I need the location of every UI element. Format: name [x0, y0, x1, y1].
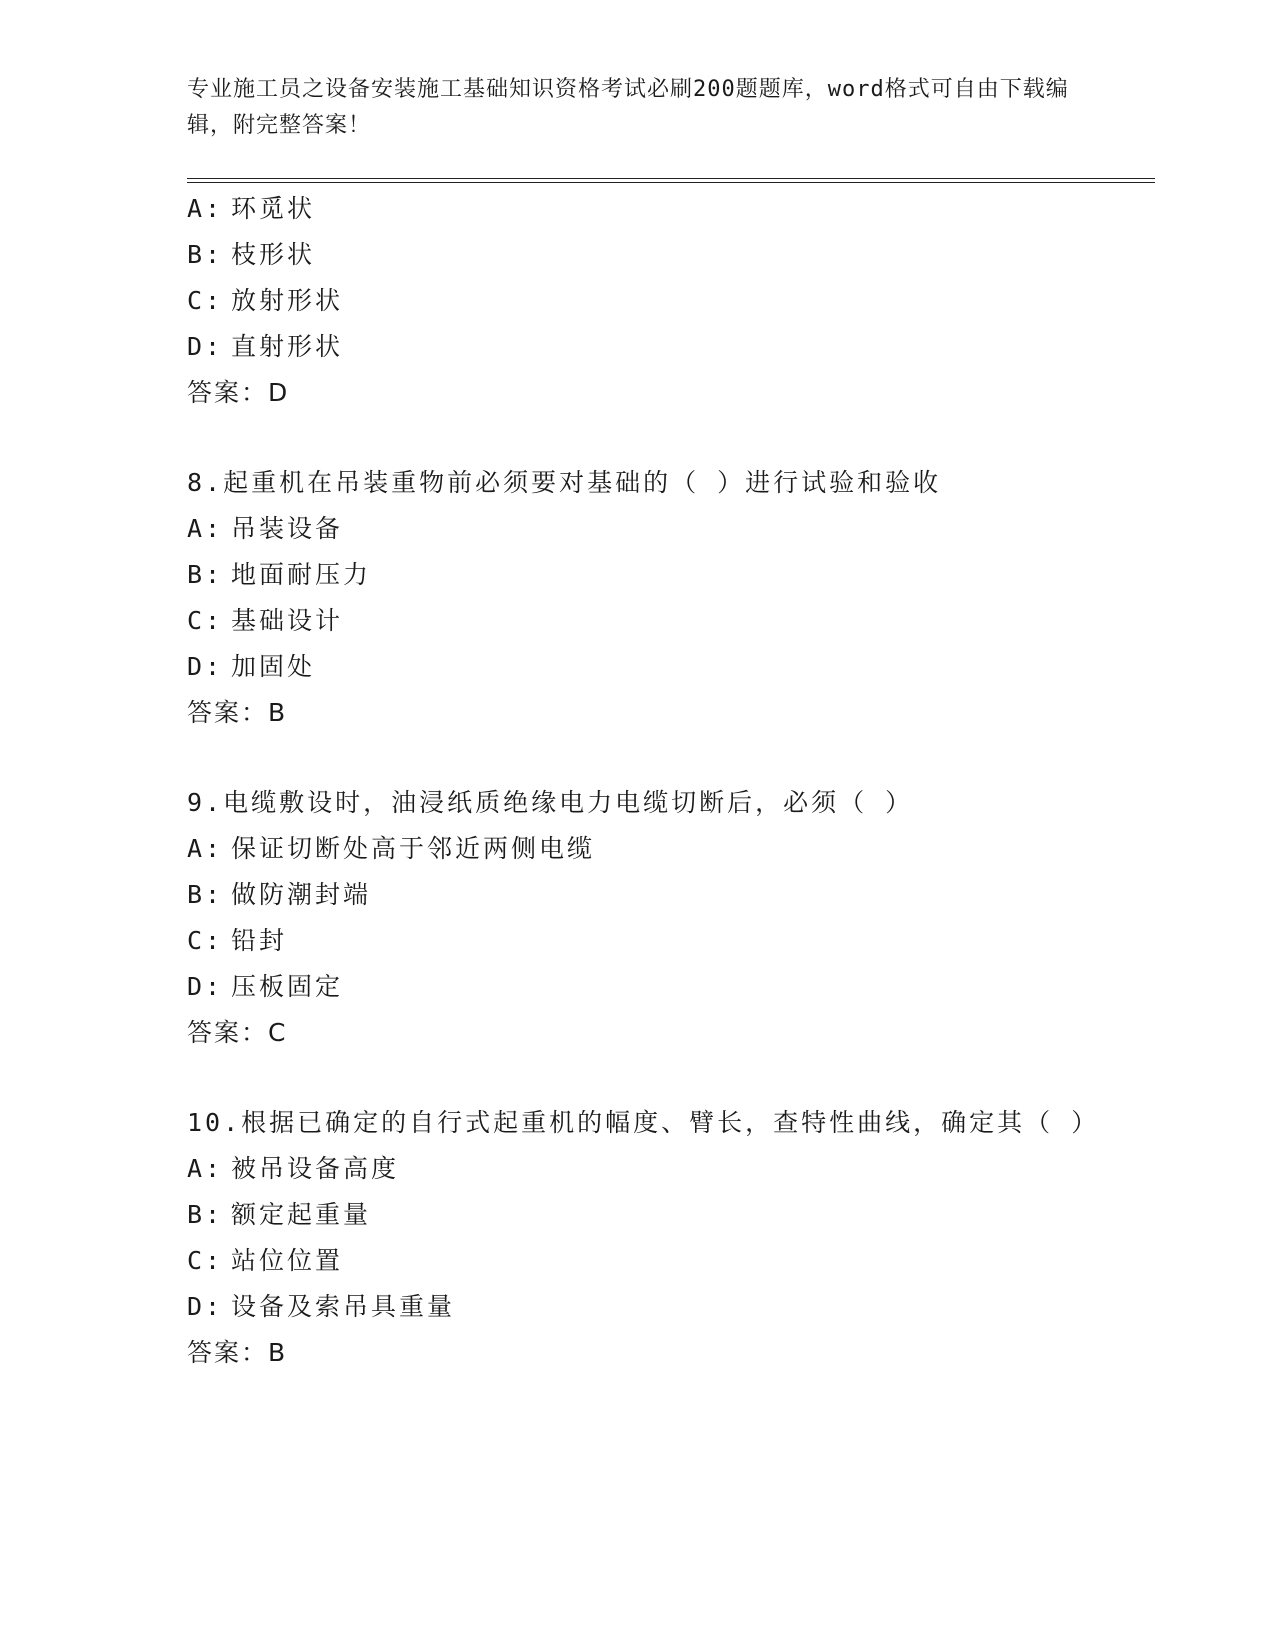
question-9 — [187, 780, 1087, 1056]
question-stem: 10.根据已确定的自行式起重机的幅度、臂长，查特性曲线，确定其（ ） — [187, 1108, 1100, 1137]
document-header: 专业施工员之设备安装施工基础知识资格考试必刷200题题库，word格式可自由下载编辑，附完整答案！ — [187, 77, 1069, 138]
option-b: B: 枝形状 — [187, 240, 316, 269]
option-c: C: 站位位置 — [187, 1246, 344, 1275]
option-a: A: 保证切断处高于邻近两侧电缆 — [187, 834, 596, 863]
question-10 — [187, 1100, 1100, 1376]
header-divider — [187, 178, 1155, 183]
question-list — [187, 186, 1100, 1376]
question-fragment — [187, 186, 1087, 416]
option-a: A: 环觅状 — [187, 194, 316, 223]
option-b: B: 做防潮封端 — [187, 880, 372, 909]
option-c: C: 铅封 — [187, 926, 288, 955]
answer-line: 答案：D — [187, 378, 290, 407]
question-stem: 9.电缆敷设时，油浸纸质绝缘电力电缆切断后，必须（ ） — [187, 788, 914, 817]
option-a: A: 被吊设备高度 — [187, 1154, 400, 1183]
option-d: D: 加固处 — [187, 652, 316, 681]
option-c: C: 基础设计 — [187, 606, 344, 635]
option-d: D: 直射形状 — [187, 332, 344, 361]
answer-line: 答案：B — [187, 1338, 288, 1367]
question-stem: 8.起重机在吊装重物前必须要对基础的（ ）进行试验和验收 — [187, 468, 942, 497]
option-c: C: 放射形状 — [187, 286, 344, 315]
answer-line: 答案：C — [187, 1018, 288, 1047]
option-a: A: 吊装设备 — [187, 514, 344, 543]
answer-line: 答案：B — [187, 698, 288, 727]
option-b: B: 地面耐压力 — [187, 560, 372, 589]
option-d: D: 设备及索吊具重量 — [187, 1292, 456, 1321]
option-d: D: 压板固定 — [187, 972, 344, 1001]
question-8 — [187, 460, 1087, 736]
option-b: B: 额定起重量 — [187, 1200, 372, 1229]
